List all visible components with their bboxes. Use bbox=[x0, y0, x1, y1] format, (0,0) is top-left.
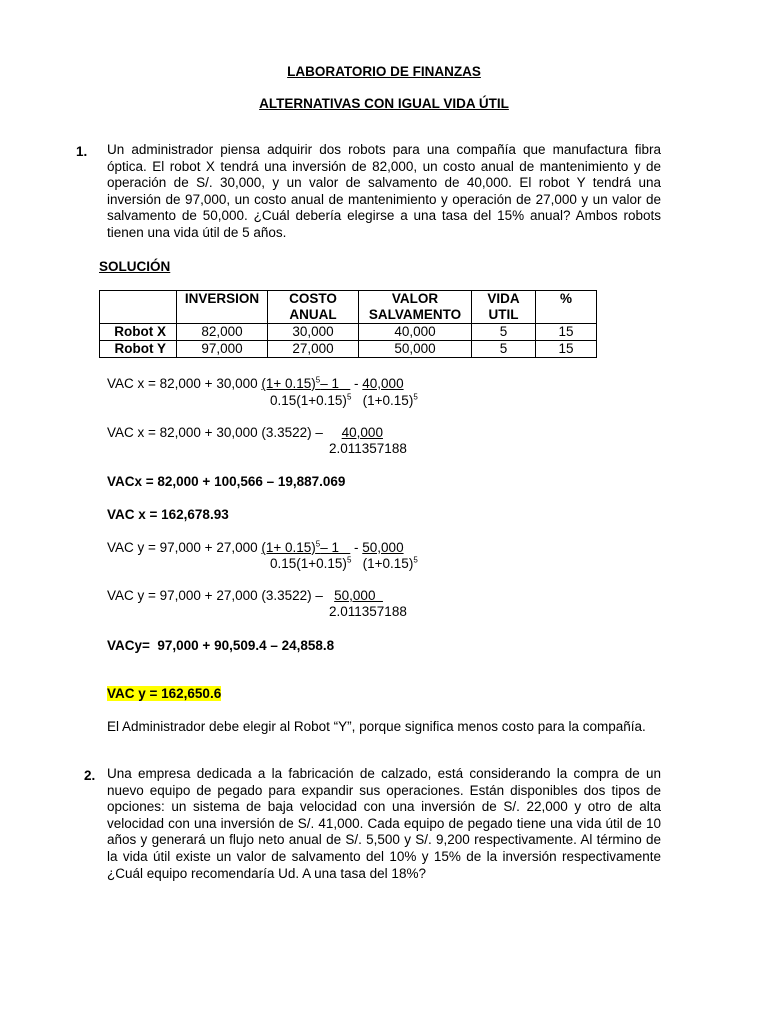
table-cell: 5 bbox=[472, 324, 536, 341]
table-header-row bbox=[100, 291, 597, 324]
conclusion-text: El Administrador debe elegir al Robot “Y”, porque significa menos costo para la compañía. bbox=[107, 719, 646, 734]
header-vida-util: VIDA UTIL bbox=[472, 291, 536, 324]
table-corner-cell bbox=[100, 291, 177, 324]
table-cell: 40,000 bbox=[359, 324, 472, 341]
header-valor-salvamento: VALOR SALVAMENTO bbox=[359, 291, 472, 324]
equation-y-1-numerator: VAC y = 97,000 + 27,000 $(1+ 0.15)^5-$ 1 - 50,000 bbox=[107, 539, 404, 555]
table-cell: 50,000 bbox=[359, 341, 472, 358]
equation-x-1-denominator: $0.15(1+0.15)^5$ $(1+0.15)^5$ bbox=[270, 392, 418, 408]
table-row bbox=[100, 324, 597, 341]
problem-1-text: Un administrador piensa adquirir dos robots para una compañía que manufactura fibra óptica. El robot X tendrá una inversión de 82,000, un costo anual de mantenimiento y de operación de S/. 30,000, y un valor de salvamento de 40,000. El robot Y tendrá una inversión de 97,000, un costo anual de mantenimiento y operación de 27,000 y un valor de salvamento de 50,000. ¿Cuál debería elegirse a una tasa del 15% anual? Ambos robots tienen una vida útil de 5 años. bbox=[107, 142, 661, 240]
header-percent: % bbox=[536, 291, 597, 324]
equation-y-1-denominator: $0.15(1+0.15)^5$ $(1+0.15)^5$ bbox=[270, 555, 418, 571]
equation-y-3: VACy= 97,000 + 90,509.4 – 24,858.8 bbox=[107, 638, 335, 653]
equation-x-result: VAC x = 162,678.93 bbox=[107, 507, 229, 522]
table-cell: 30,000 bbox=[268, 324, 359, 341]
equation-x-3: VACx = 82,000 + 100,566 – 19,887.069 bbox=[107, 474, 346, 489]
equation-y-2-denominator: 2.011357188 bbox=[329, 604, 407, 619]
equation-x-2: VAC x = 82,000 + 30,000 (3.3522) – 40,000 bbox=[107, 425, 383, 440]
row-label: Robot Y bbox=[100, 341, 177, 358]
table-cell: 15 bbox=[536, 324, 597, 341]
equation-y-result: VAC y = 162,650.6 bbox=[107, 686, 222, 701]
equation-x-2-denominator: 2.011357188 bbox=[329, 441, 407, 456]
table-cell: 15 bbox=[536, 341, 597, 358]
equation-x-1-numerator: VAC x = 82,000 + 30,000 $(1+ 0.15)^5-$ 1 - 40,000 bbox=[107, 375, 404, 391]
header-costo-anual: COSTO ANUAL bbox=[268, 291, 359, 324]
solution-heading: SOLUCIÓN bbox=[99, 259, 171, 274]
problem-2-text: Una empresa dedicada a la fabricación de calzado, está considerando la compra de un nuevo equipo de pegado para expandir sus operaciones. Están disponibles dos tipos de opciones: un sistema de baja velocidad con una inversión de S/. 22,000 y otro de alta velocidad con una inversión de S/. 41,000. Cada equipo de pegado tiene una vida útil de 10 años y generará un flujo neto anual de S/. 5,500 y S/. 9,200 respectivamente. Al término de la vida útil existe un valor de salvamento del 10% y 15% de la inversión respectivamente ¿Cuál equipo recomendaría Ud. A una tasa del 18%? bbox=[107, 766, 661, 881]
document-title: LABORATORIO DE FINANZAS bbox=[287, 64, 481, 79]
data-table bbox=[99, 290, 597, 358]
table-cell: 82,000 bbox=[177, 324, 268, 341]
table-cell: 27,000 bbox=[268, 341, 359, 358]
table-cell: 97,000 bbox=[177, 341, 268, 358]
header-inversion: INVERSION bbox=[177, 291, 268, 324]
equation-y-2: VAC y = 97,000 + 27,000 (3.3522) – 50,000 bbox=[107, 588, 383, 603]
problem-1-number: 1. bbox=[76, 144, 88, 159]
row-label: Robot X bbox=[100, 324, 177, 341]
problem-2-number: 2. bbox=[84, 768, 96, 783]
table-row bbox=[100, 341, 597, 358]
document-subtitle: ALTERNATIVAS CON IGUAL VIDA ÚTIL bbox=[259, 96, 509, 111]
table-cell: 5 bbox=[472, 341, 536, 358]
